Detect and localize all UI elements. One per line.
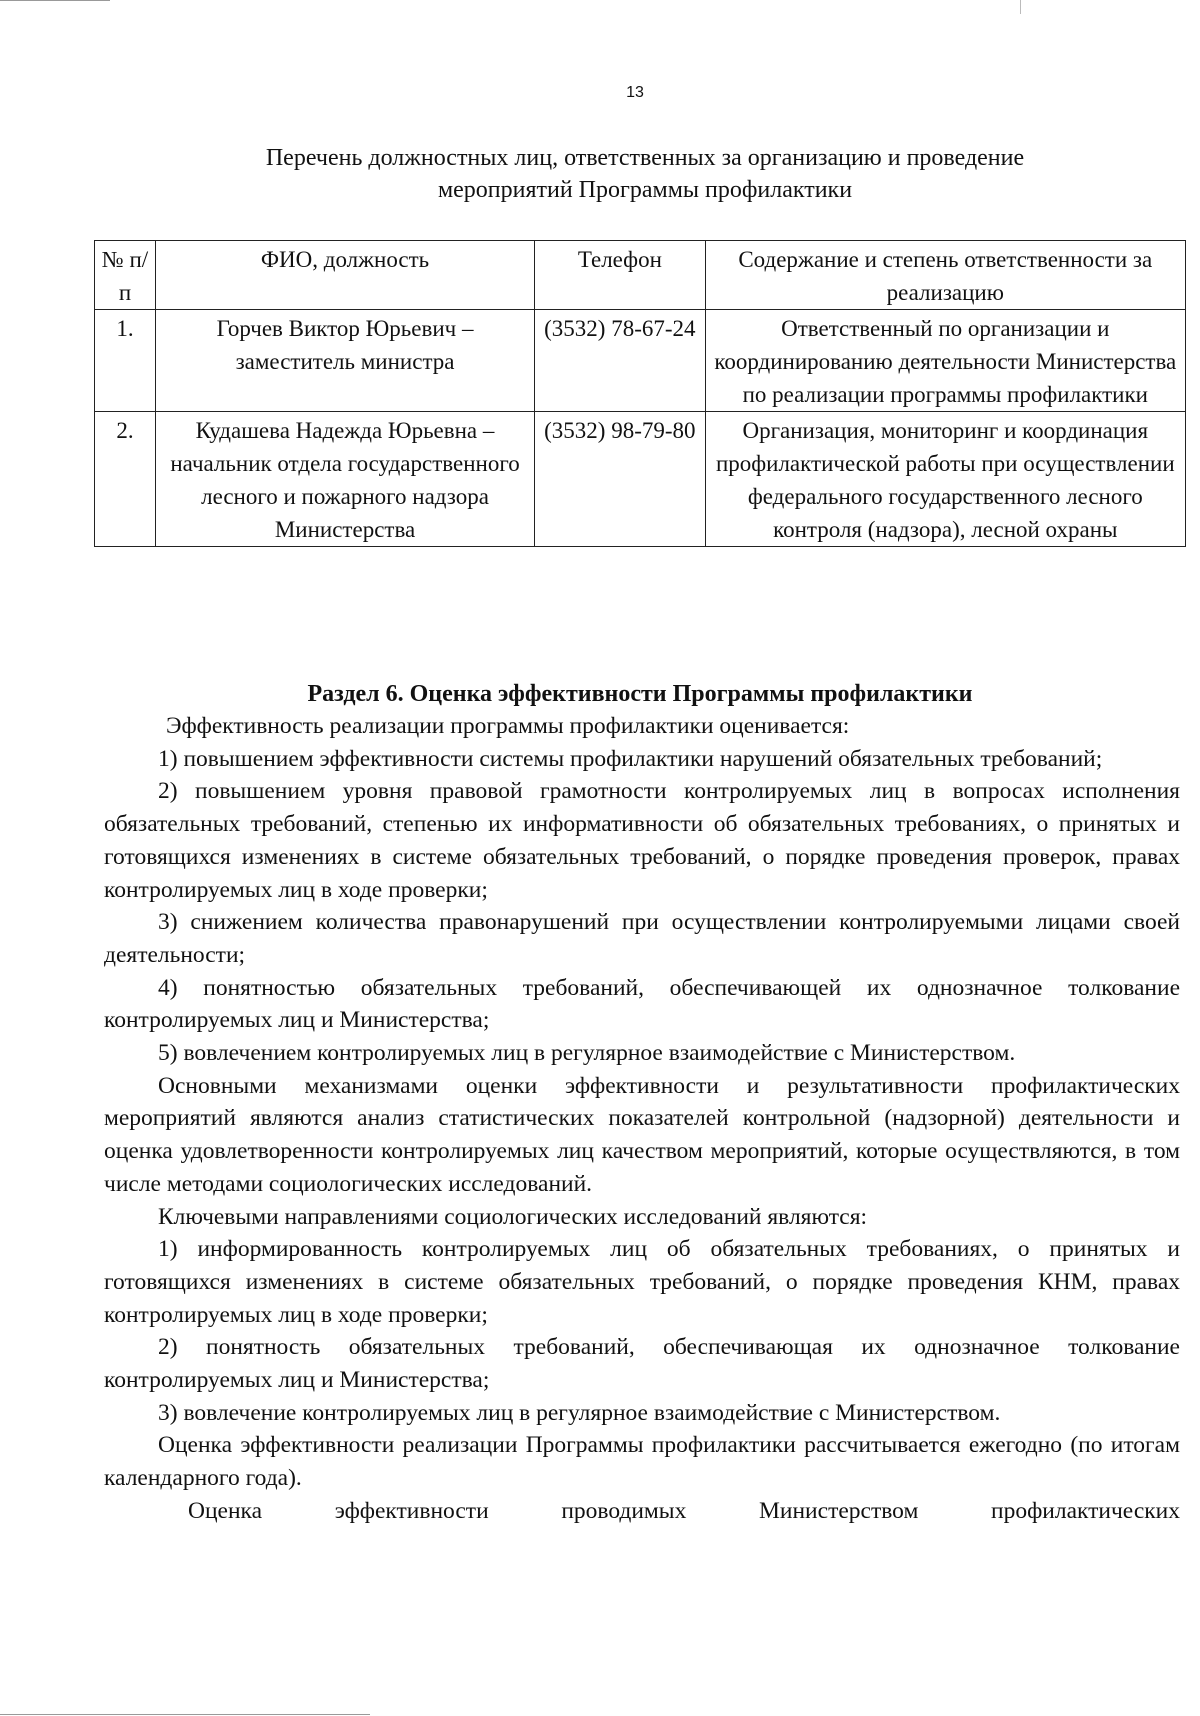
header-responsibility: Содержание и степень ответственности за реализацию bbox=[705, 241, 1185, 310]
row-phone: (3532) 98-79-80 bbox=[535, 412, 705, 547]
row-number: 1. bbox=[95, 310, 156, 412]
officials-table bbox=[94, 240, 1186, 547]
paragraph: 5) вовлечением контролируемых лиц в регулярное взаимодействие с Министерством. bbox=[158, 1040, 1016, 1067]
header-name: ФИО, должность bbox=[155, 241, 534, 310]
paragraph: 3) вовлечение контролируемых лиц в регулярное взаимодействие с Министерством. bbox=[158, 1399, 1001, 1426]
row-name: Горчев Виктор Юрьевич – заместитель министра bbox=[155, 310, 534, 412]
row-responsibility: Ответственный по организации и координированию деятельности Министерства по реализации программы профилактики bbox=[705, 310, 1185, 412]
section-heading: Раздел 6. Оценка эффективности Программы профилактики bbox=[307, 681, 973, 707]
paragraph: Оценка эффективности проводимых Министерством профилактических bbox=[188, 1497, 1180, 1524]
scan-edge-line bbox=[0, 1714, 370, 1715]
title-line: мероприятий Программы профилактики bbox=[437, 177, 853, 203]
scan-edge-mark bbox=[1020, 0, 1021, 14]
table-row bbox=[95, 412, 1186, 547]
row-name: Кудашева Надежда Юрьевна – начальник отдела государственного лесного и пожарного надзора Министерства bbox=[155, 412, 534, 547]
title-line: Перечень должностных лиц, ответственных за организацию и проведение bbox=[265, 145, 1025, 171]
section-body bbox=[104, 710, 1180, 1528]
paragraph: 1) информированность контролируемых лиц об обязательных требованиях, о принятых и готовящихся изменениях в системе обязательных требований, о порядке проведения КНМ, правах контролируемых лиц в ходе проверки; bbox=[104, 1236, 1180, 1328]
row-phone: (3532) 78-67-24 bbox=[535, 310, 705, 412]
paragraph: 3) снижением количества правонарушений при осуществлении контролируемыми лицами своей деятельности; bbox=[104, 909, 1180, 968]
paragraph: 2) понятность обязательных требований, обеспечивающая их однозначное толкование контролируемых лиц и Министерства; bbox=[104, 1334, 1180, 1394]
paragraph: 4) понятностью обязательных требований, обеспечивающей их однозначное толкование контролируемых лиц и Министерства; bbox=[104, 974, 1180, 1034]
header-number: № п/п bbox=[95, 241, 156, 310]
header-phone: Телефон bbox=[535, 241, 705, 310]
paragraph: Основными механизмами оценки эффективности и результативности профилактических мероприятий являются анализ статистических показателей контрольной (надзорной) деятельности и оценка удовлетворенности контролируемых лиц качеством мероприятий, которые осуществляются, в том числе методами социологических исследований. bbox=[104, 1072, 1180, 1197]
paragraph: Оценка эффективности реализации Программы профилактики рассчитывается ежегодно (по итогам календарного года). bbox=[104, 1432, 1180, 1492]
paragraph: 2) повышением уровня правовой грамотности контролируемых лиц в вопросах исполнения обязательных требований, степенью их информативности об обязательных требованиях, о принятых и готовящихся изменениях в системе обязательных требований, о порядке проведения проверок, правах контролируемых лиц в ходе проверки; bbox=[104, 778, 1180, 903]
paragraph: Ключевыми направлениями социологических исследований являются: bbox=[158, 1203, 868, 1230]
scan-edge-line bbox=[0, 0, 110, 1]
table-header-row bbox=[95, 241, 1186, 310]
row-responsibility: Организация, мониторинг и координация профилактической работы при осуществлении федерального государственного лесного контроля (надзора), лесной охраны bbox=[705, 412, 1185, 547]
paragraph: Эффективность реализации программы профилактики оценивается: bbox=[166, 713, 850, 739]
row-number: 2. bbox=[95, 412, 156, 547]
table-row bbox=[95, 310, 1186, 412]
page-number: 13 bbox=[626, 84, 644, 101]
paragraph: 1) повышением эффективности системы профилактики нарушений обязательных требований; bbox=[158, 745, 1103, 772]
document-title bbox=[120, 142, 1170, 206]
